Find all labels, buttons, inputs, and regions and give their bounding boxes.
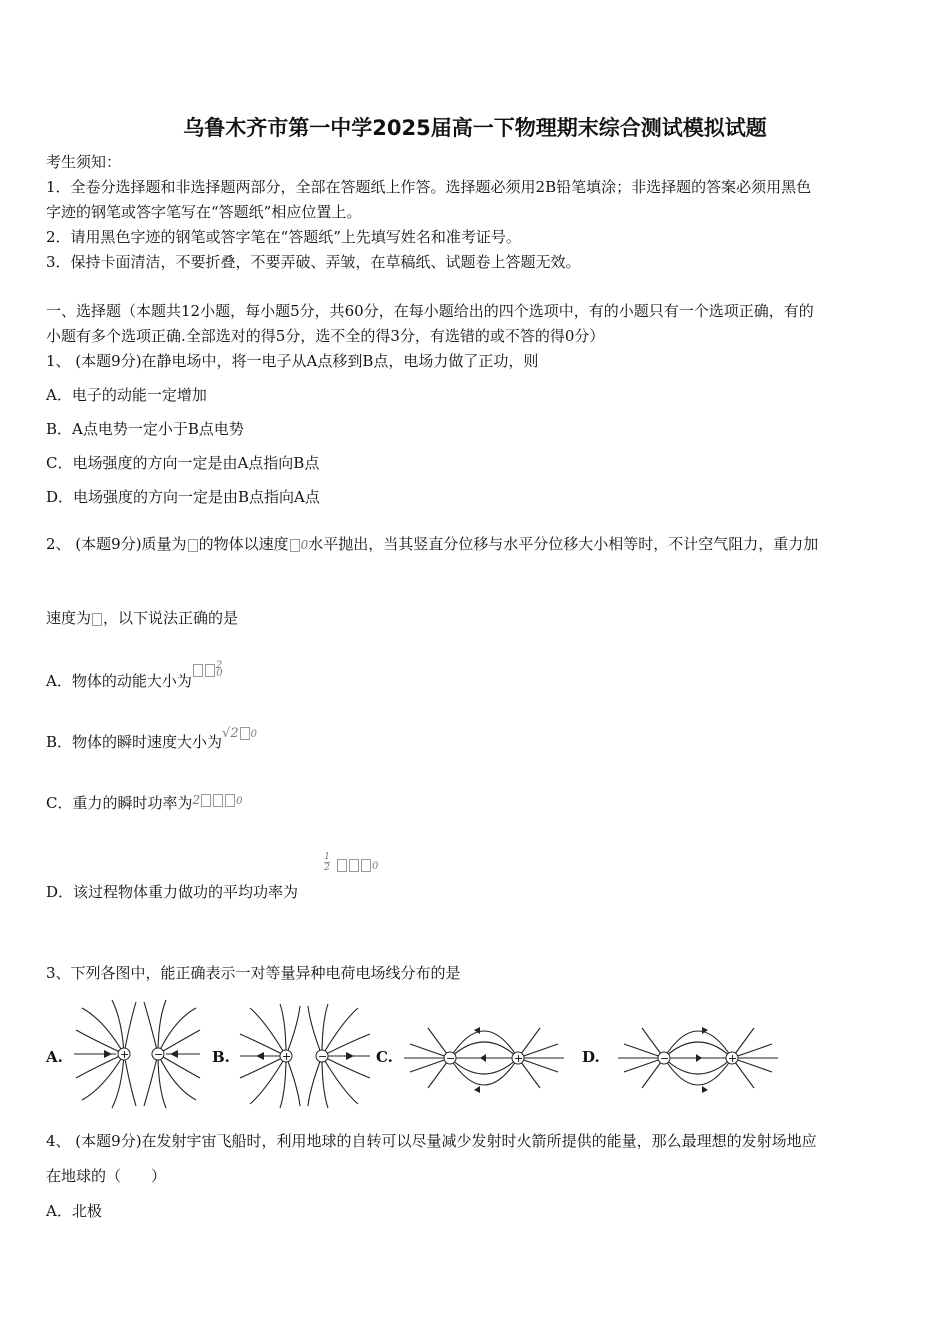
velocity-subscript: 0 <box>300 538 309 552</box>
field-lines-b <box>240 1004 370 1108</box>
q3-label-d: D. <box>582 1048 600 1066</box>
q1-option-c: C．电场强度的方向一定是由A点指向B点 <box>46 454 320 472</box>
math-placeholder <box>361 859 371 872</box>
q1-option-b: B．A点电势一定小于B点电势 <box>46 420 244 438</box>
q3-label-c: C. <box>376 1048 393 1066</box>
formula-subscript: 0 <box>216 668 223 679</box>
q2-stem <box>46 534 818 555</box>
plus-sign-b: + <box>282 1050 292 1063</box>
q2-stem2-part1: 速度为 <box>46 609 92 627</box>
q4-stem-line1: 4、 (本题9分)在发射宇宙飞船时，利用地球的自转可以尽量减少发射时火箭所提供的能量，那么最理想的发射场地应 <box>46 1132 817 1150</box>
formula-sqrt: √2 <box>222 726 239 741</box>
notice-item-1b: 字迹的钢笔或答字笔写在“答题纸”相应位置上。 <box>46 203 362 221</box>
q4-stem-line2: 在地球的（ ） <box>46 1167 167 1185</box>
gravity-symbol <box>92 613 102 626</box>
q2-stem-part3: 水平抛出，当其竖直分位移与水平分位移大小相等时，不计空气阻力，重力加 <box>308 535 819 553</box>
q2-option-a-text: A．物体的动能大小为 <box>46 672 192 690</box>
mass-symbol <box>188 539 198 552</box>
q1-option-d: D．电场强度的方向一定是由B点指向A点 <box>46 488 320 506</box>
q2-stem2-part2: ，以下说法正确的是 <box>103 609 239 627</box>
minus-sign-c: − <box>446 1052 456 1065</box>
q3-label-a: A. <box>46 1048 63 1066</box>
math-placeholder <box>337 859 347 872</box>
q2-stem-part1: 2、 (本题9分)质量为 <box>46 535 187 553</box>
math-placeholder <box>240 727 250 740</box>
notice-item-1a: 1．全卷分选择题和非选择题两部分，全部在答题纸上作答。选择题必须用2B铅笔填涂；非选择题的答案必须用黑色 <box>46 178 812 196</box>
formula-coefficient: 2 <box>192 793 201 807</box>
minus-sign-a: − <box>154 1048 164 1061</box>
q2-option-d-text: D．该过程物体重力做功的平均功率为 <box>46 883 299 901</box>
q3-label-b: B. <box>212 1048 230 1066</box>
q2-option-a <box>46 660 223 694</box>
math-placeholder <box>349 859 359 872</box>
section-heading-line2: 小题有多个选项正确.全部选对的得5分，选不全的得3分，有选错的或不答的得0分） <box>46 327 605 345</box>
notice-heading: 考生须知： <box>46 153 122 171</box>
q2-option-c <box>46 793 243 816</box>
formula-superscript: 2 <box>215 660 223 671</box>
q2-option-c-text: C．重力的瞬时功率为 <box>46 794 193 812</box>
plus-sign-a: + <box>120 1048 130 1061</box>
formula-subscript: 0 <box>250 729 257 740</box>
plus-sign-c: + <box>514 1052 524 1065</box>
q4-option-a: A．北极 <box>46 1202 102 1220</box>
q2-stem-line2 <box>46 608 238 628</box>
notice-item-2: 2．请用黑色字迹的钢笔或答字笔在“答题纸”上先填写姓名和准考证号。 <box>46 228 521 246</box>
math-placeholder <box>205 664 215 677</box>
formula-subscript: 0 <box>372 861 379 872</box>
q2-stem-part2: 的物体以速度 <box>198 535 289 553</box>
field-diagram-c <box>404 1010 564 1106</box>
q2-option-d <box>46 882 298 902</box>
fraction-denominator: 2 <box>324 863 330 873</box>
math-placeholder <box>193 664 203 677</box>
minus-sign-d: − <box>660 1052 670 1065</box>
q3-stem: 3、下列各图中，能正确表示一对等量异种电荷电场线分布的是 <box>46 964 461 982</box>
math-placeholder <box>213 794 223 807</box>
page-title: 乌鲁木齐市第一中学2025届高一下物理期末综合测试模拟试题 <box>183 116 767 140</box>
q2-option-b-text: B．物体的瞬时速度大小为 <box>46 733 223 751</box>
field-lines-c <box>404 1027 564 1093</box>
formula-body <box>336 858 378 872</box>
field-diagram-a <box>74 1000 200 1108</box>
math-placeholder <box>225 794 235 807</box>
minus-sign-b: − <box>318 1050 328 1063</box>
formula-fraction <box>324 852 330 873</box>
velocity-symbol <box>290 539 300 552</box>
q2-option-b <box>46 726 257 755</box>
fraction-numerator: 1 <box>324 852 330 862</box>
plus-sign-d: + <box>728 1052 738 1065</box>
q1-stem: 1、 (本题9分)在静电场中，将一电子从A点移到B点，电场力做了正功，则 <box>46 352 539 370</box>
field-lines-a <box>74 1000 200 1108</box>
field-diagram-b <box>240 1004 370 1108</box>
field-lines-d <box>618 1027 778 1093</box>
formula-subscript: 0 <box>236 796 243 807</box>
q1-option-a: A．电子的动能一定增加 <box>46 386 207 404</box>
section-heading-line1: 一、选择题（本题共12小题，每小题5分，共60分，在每小题给出的四个选项中，有的小题只有一个选项正确，有的 <box>46 302 814 320</box>
notice-item-3: 3．保持卡面清洁，不要折叠，不要弄破、弄皱，在草稿纸、试题卷上答题无效。 <box>46 253 581 271</box>
math-placeholder <box>201 794 211 807</box>
field-diagram-d <box>618 1010 778 1106</box>
